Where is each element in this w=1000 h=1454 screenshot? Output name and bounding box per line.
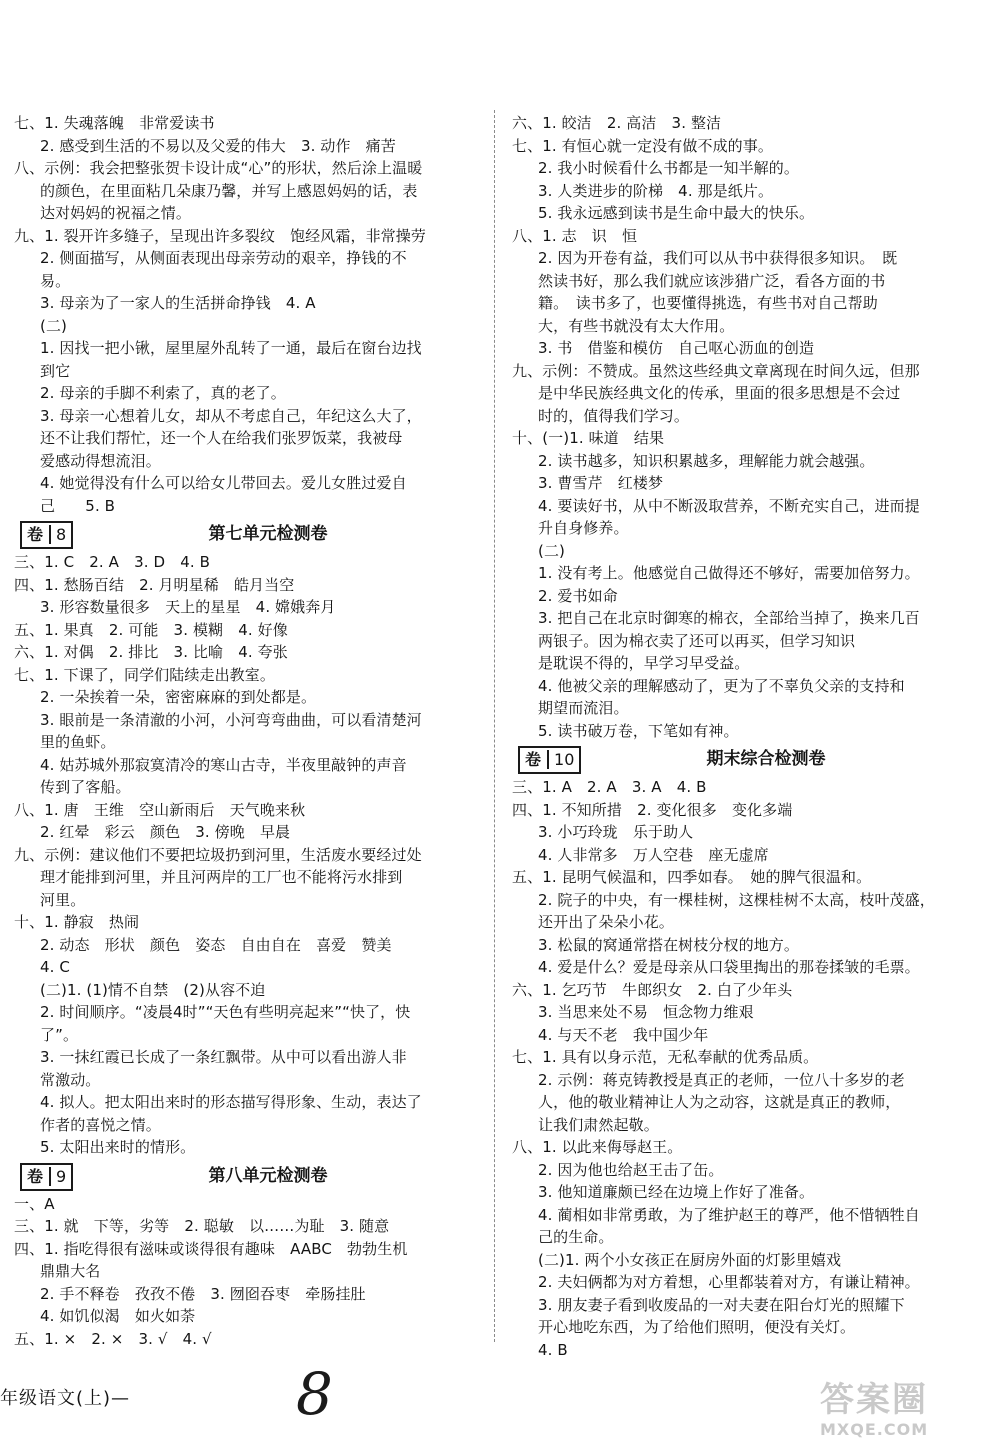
answer-line: 九、1. 裂开许多缝子，呈现出许多裂纹 饱经风霜，非常操劳	[14, 226, 426, 245]
answer-line: 2. 红晕 彩云 颜色 3. 傍晚 早晨	[40, 823, 291, 841]
answer-line: 2. 因为开卷有益，我们可以从书中获得很多知识。 既	[538, 249, 898, 267]
answer-line: 4. 人非常多 万人空巷 座无虚席	[538, 845, 769, 864]
answer-line: 十、1. 静寂 热闹	[14, 913, 140, 931]
answer-line: 七、1. 下课了，同学们陆续走出教室。	[14, 665, 275, 684]
badge-number: 10	[547, 750, 574, 769]
answer-line: 4. 蔺相如非常勇敢，为了维护赵王的尊严，他不惜牺牲自	[538, 1205, 920, 1224]
answer-line: 3. 形容数量很多 天上的星星 4. 嫦娥奔月	[40, 598, 336, 616]
answer-line: 2. 夫妇俩都为对方着想，心里都装着对方，有谦让精神。	[538, 1273, 920, 1291]
answer-line: 八、示例：我会把整张贺卡设计成“心”的形状，然后涂上温暖	[14, 159, 423, 177]
answer-line: 4. 如饥似渴 如火如荼	[40, 1307, 196, 1325]
answer-line: 4. 他被父亲的理解感动了，更为了不辜负父亲的支持和	[538, 676, 905, 695]
answer-line: 一、A	[14, 1194, 55, 1213]
answer-line: 六、1. 对偶 2. 排比 3. 比喻 4. 夸张	[14, 643, 288, 661]
answer-line: 4. 要读好书，从中不断汲取营养，不断充实自己，进而提	[538, 496, 920, 515]
answer-line: 三、1. 就 下等，劣等 2. 聪敏 以……为耻 3. 随意	[14, 1217, 390, 1235]
answer-line: 六、1. 皎洁 2. 高洁 3. 整洁	[512, 114, 722, 132]
answer-line: 3. 书 借鉴和模仿 自己呕心沥血的创造	[538, 339, 815, 357]
answer-line: 己 5. B	[40, 496, 116, 515]
answer-line: 八、1. 以此来侮辱赵王。	[512, 1138, 683, 1156]
answer-line: 十、(一)1. 味道 结果	[512, 429, 665, 447]
left-column	[14, 112, 482, 1350]
answer-line: 5. 太阳出来时的情形。	[40, 1138, 196, 1156]
answer-line: 3. 小巧玲珑 乐于助人	[538, 823, 694, 841]
badge-label: 卷	[27, 1166, 44, 1186]
answer-line: 2. 读书越多，知识积累越多，理解能力就会越强。	[538, 451, 875, 470]
answer-line: 三、1. A 2. A 3. A 4. B	[512, 778, 707, 796]
watermark-url: MXQE.COM	[820, 1420, 929, 1439]
answer-line: 理才能排到河里，并且河两岸的工厂也不能将污水排到	[40, 868, 403, 886]
answer-line: 里的鱼虾。	[40, 733, 116, 751]
answer-line: 3. 曹雪芹 红楼梦	[538, 474, 664, 492]
answer-line: 3. 眼前是一条清澈的小河，小河弯弯曲曲，可以看清楚河	[40, 710, 422, 729]
answer-line: 开心地吃东西，为了给他们照明，便没有关灯。	[538, 1318, 856, 1336]
answer-line: 3. 朋友妻子看到收废品的一对夫妻在阳台灯光的照耀下	[538, 1295, 905, 1314]
section-heading	[14, 1161, 482, 1191]
answer-line: 了”。	[40, 1025, 79, 1044]
answer-line: 1. 没有考上。他感觉自己做得还不够好，需要加倍努力。	[538, 564, 920, 582]
answer-line: 1. 因找一把小锹，屋里屋外乱转了一通，最后在窗台边找	[40, 339, 422, 357]
answer-line: 2. 感受到生活的不易以及父爱的伟大 3. 动作 痛苦	[40, 136, 396, 155]
section-title: 期末综合检测卷	[706, 749, 826, 769]
answer-line: 2. 侧面描写，从侧面表现出母亲劳动的艰辛，挣钱的不	[40, 249, 407, 267]
answer-line: 六、1. 乞巧节 牛郎织女 2. 白了少年头	[512, 980, 793, 999]
answer-line: 七、1. 有恒心就一定没有做不成的事。	[512, 136, 773, 155]
answer-line: 2. 我小时候看什么书都是一知半解的。	[538, 159, 799, 177]
footer-grade-subject: 年级语文(上)—	[0, 1388, 131, 1409]
answer-line: 两银子。因为棉衣卖了还可以再买，但学习知识	[538, 631, 856, 650]
answer-line: 然读书好，那么我们就应该涉猎广泛，看各方面的书	[538, 271, 886, 290]
answer-line: 4. 姑苏城外那寂寞清冷的寒山古寺，半夜里敲钟的声音	[40, 755, 407, 774]
answer-line: 5. 读书破万卷，下笔如有神。	[538, 721, 739, 740]
answer-line: 3. 人类进步的阶梯 4. 那是纸片。	[538, 181, 774, 200]
section-heading	[14, 519, 482, 549]
answer-line: 爱感动得想流泪。	[40, 451, 161, 470]
badge-number: 9	[49, 1167, 66, 1186]
answer-line: (二)	[40, 316, 68, 335]
answer-line: 五、1. 果真 2. 可能 3. 模糊 4. 好像	[14, 620, 288, 639]
answer-line: 3. 他知道廉颇已经在边境上作好了准备。	[538, 1183, 815, 1201]
answer-line: 期望而流泪。	[538, 699, 629, 717]
answer-line: 3. 母亲一心想着儿女，却从不考虑自己，年纪这么大了，	[40, 406, 422, 425]
answer-line: 大，有些书就没有太大作用。	[538, 316, 735, 335]
answer-line: 3. 当思来处不易 恒念物力维艰	[538, 1003, 754, 1021]
answer-line: 常激动。	[40, 1070, 101, 1089]
answer-line: 达对妈妈的祝福之情。	[40, 204, 192, 222]
answer-line: 3. 松鼠的窝通常搭在树枝分杈的地方。	[538, 935, 799, 954]
column-divider	[494, 110, 495, 1342]
answer-line: 九、示例：建议他们不要把垃圾扔到河里，生活废水要经过处	[14, 845, 422, 864]
answer-line: 传到了客船。	[40, 778, 131, 796]
section-heading	[512, 744, 980, 774]
answer-line: 七、1. 失魂落魄 非常爱读书	[14, 114, 215, 132]
badge-label: 卷	[27, 525, 44, 544]
answer-line: 到它	[40, 361, 71, 380]
answer-line: 七、1. 具有以身示范，无私奉献的优秀品质。	[512, 1048, 819, 1066]
answer-line: 4. 她觉得没有什么可以给女儿带回去。爱儿女胜过爱自	[40, 474, 407, 492]
answer-line: 2. 动态 形状 颜色 姿态 自由自在 喜爱 赞美	[40, 935, 392, 954]
section-title: 第八单元检测卷	[208, 1165, 328, 1186]
answer-line: 籍。 读书多了，也要懂得挑选，有些书对自己帮助	[538, 294, 878, 312]
answer-line: 是耽误不得的，早学习早受益。	[538, 654, 750, 672]
answer-line: 2. 示例：蒋克铸教授是真正的老师，一位八十多岁的老	[538, 1070, 905, 1089]
answer-line: 九、示例：不赞成。虽然这些经典文章离现在时间久远，但那	[512, 361, 920, 380]
answer-line: 人，他的敬业精神让人为之动容，这就是真正的教师，	[538, 1093, 901, 1111]
answer-line: 4. B	[538, 1340, 568, 1359]
answer-line: 三、1. C 2. A 3. D 4. B	[14, 553, 210, 571]
answer-line: 八、1. 唐 王维 空山新雨后 天气晚来秋	[14, 800, 306, 819]
badge-number: 8	[49, 525, 66, 544]
section-title: 第七单元检测卷	[208, 524, 328, 544]
answer-line: 3. 一抹红霞已长成了一条红飘带。从中可以看出游人非	[40, 1048, 407, 1066]
answer-line: 让我们肃然起敬。	[538, 1115, 659, 1134]
badge-label: 卷	[525, 750, 542, 769]
answer-line: 作者的喜悦之情。	[40, 1115, 161, 1134]
answer-line: 四、1. 愁肠百结 2. 月明星稀 皓月当空	[14, 575, 295, 594]
watermark-logo	[820, 1380, 990, 1446]
answer-line: 河里。	[40, 890, 86, 909]
answer-line: 己的生命。	[538, 1228, 614, 1246]
answer-line: 八、1. 志 识 恒	[512, 226, 638, 245]
answer-line: 4. C	[40, 958, 70, 976]
answer-line: (二)1. (1)情不自禁 (2)从容不迫	[40, 980, 266, 999]
answer-line: 2. 母亲的手脚不利索了，真的老了。	[40, 384, 286, 402]
answer-line: 还不让我们帮忙，还一个人在给我们张罗饭菜，我被母	[40, 429, 403, 447]
answer-line: 升自身修养。	[538, 519, 629, 537]
answer-line: 2. 手不释卷 孜孜不倦 3. 囫囵吞枣 牵肠挂肚	[40, 1284, 366, 1303]
watermark-glyphs: 答案圈	[820, 1380, 928, 1420]
answer-line: 四、1. 指吃得很有滋味或谈得很有趣味 AABC 勃勃生机	[14, 1239, 408, 1258]
answer-line: 的颜色，在里面粘几朵康乃馨，并写上感恩妈妈的话，表	[40, 181, 418, 200]
right-column	[512, 112, 980, 1361]
answer-line: 五、1. × 2. × 3. √ 4. √	[14, 1329, 212, 1348]
answer-line: 2. 时间顺序。“凌晨4时”“天色有些明亮起来”“快了，快	[40, 1003, 411, 1021]
answer-line: 4. 拟人。把太阳出来时的形态描写得形象、生动，表达了	[40, 1093, 422, 1111]
answer-line: 4. 爱是什么？爱是母亲从口袋里掏出的那卷揉皱的毛票。	[538, 958, 920, 976]
answer-line: 5. 我永远感到读书是生命中最大的快乐。	[538, 204, 815, 222]
answer-line: 五、1. 昆明气候温和，四季如春。 她的脾气很温和。	[512, 868, 872, 886]
answer-line: 四、1. 不知所措 2. 变化很多 变化多端	[512, 800, 793, 819]
answer-line: 2. 因为他也给赵王击了缶。	[538, 1160, 724, 1179]
answer-line: 4. 与天不老 我中国少年	[538, 1025, 709, 1044]
answer-line: 3. 母亲为了一家人的生活拼命挣钱 4. A	[40, 294, 316, 312]
answer-line: (二)	[538, 541, 566, 560]
answer-line: 2. 一朵挨着一朵，密密麻麻的到处都是。	[40, 688, 317, 706]
answer-line: 时的，值得我们学习。	[538, 406, 690, 425]
answer-line: 2. 院子的中央，有一棵桂树，这棵桂树不太高，枝叶茂盛，	[538, 890, 935, 909]
answer-line: 3. 把自己在北京时御寒的棉衣，全部给当掉了，换来几百	[538, 609, 920, 627]
handwritten-page-number: 8	[296, 1360, 333, 1428]
answer-line: 2. 爱书如命	[538, 586, 618, 605]
answer-line: 还开出了朵朵小花。	[538, 913, 674, 931]
answer-line: 鼎鼎大名	[40, 1262, 101, 1280]
answer-line: 是中华民族经典文化的传承，里面的很多思想是不会过	[538, 384, 901, 402]
answer-line: 易。	[40, 271, 71, 290]
answer-line: (二)1. 两个小女孩正在厨房外面的灯影里嬉戏	[538, 1250, 842, 1269]
